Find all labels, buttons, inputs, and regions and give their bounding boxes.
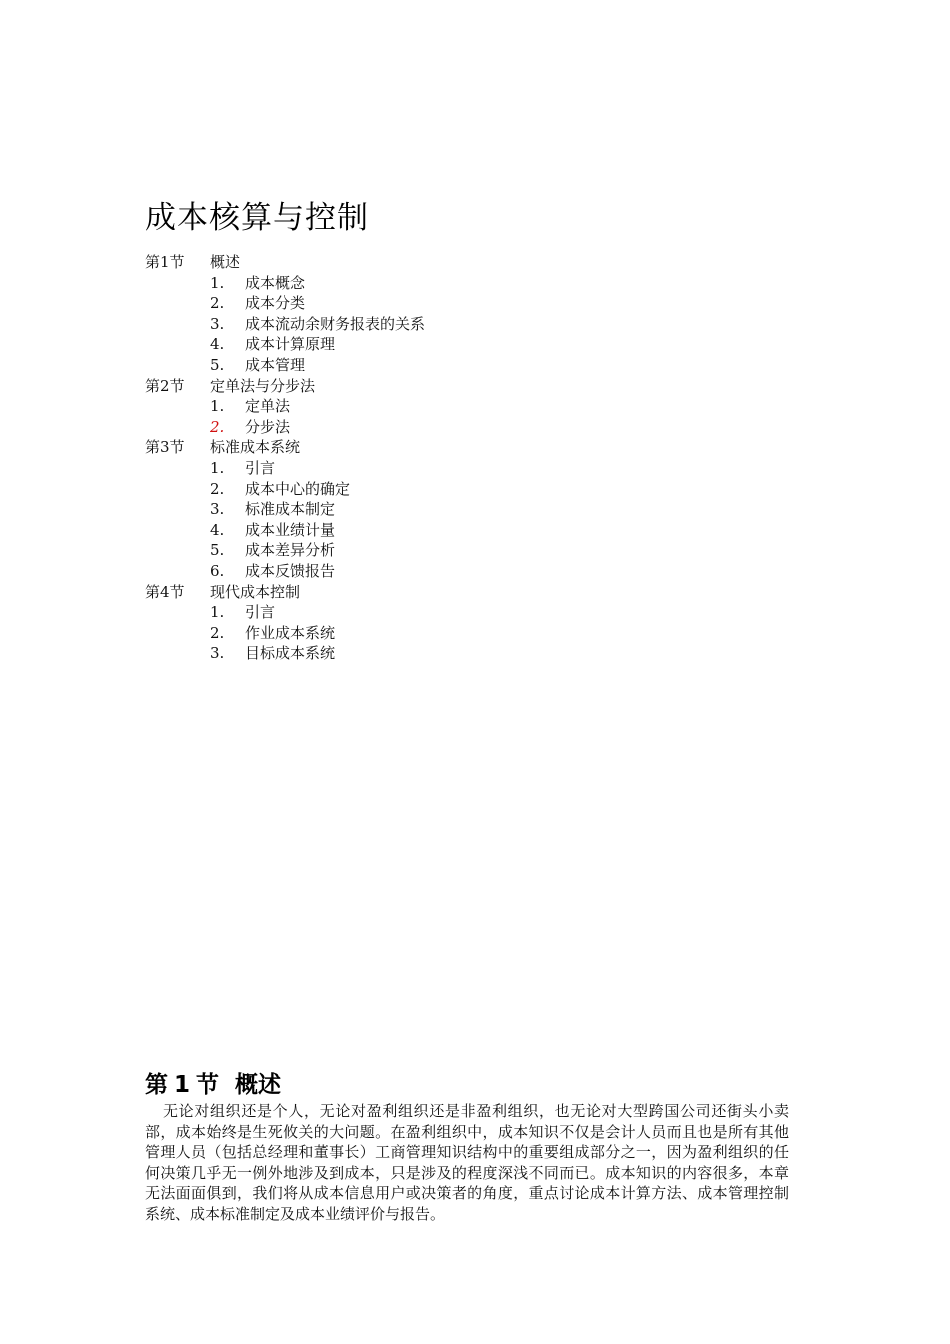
toc-item-text: 引言 xyxy=(245,458,276,477)
toc-item-text: 作业成本系统 xyxy=(245,623,336,642)
toc-item-row xyxy=(145,458,645,479)
toc-item-text: 成本分类 xyxy=(245,294,306,313)
toc-item-text: 标准成本制定 xyxy=(245,500,336,519)
toc-item-text: 成本计算原理 xyxy=(245,335,336,354)
toc-item-text: 成本中心的确定 xyxy=(245,479,351,498)
toc-section-label: 第4节 xyxy=(145,582,185,601)
toc-section-title: 现代成本控制 xyxy=(210,582,301,601)
section-heading-suffix: 节 xyxy=(196,1072,220,1098)
toc-item-number: 2. xyxy=(210,479,225,498)
toc-item-number: 3. xyxy=(210,644,225,663)
toc-item-row xyxy=(145,273,645,294)
toc-section-title: 标准成本系统 xyxy=(210,438,301,457)
section-heading-number: 1 xyxy=(174,1072,191,1098)
toc-item-row xyxy=(145,602,645,623)
toc-item-row xyxy=(145,479,645,500)
toc-item-number: 1. xyxy=(210,273,225,292)
toc-item-text: 成本反馈报告 xyxy=(245,561,336,580)
toc-item-row xyxy=(145,540,645,561)
toc-item-row xyxy=(145,293,645,314)
toc-item-number: 4. xyxy=(210,335,225,354)
toc-item-text: 成本流动余财务报表的关系 xyxy=(245,314,426,333)
toc-item-row xyxy=(145,334,645,355)
toc-item-text: 成本差异分析 xyxy=(245,541,336,560)
toc-section-row xyxy=(145,252,645,273)
toc-item-text: 成本业绩计量 xyxy=(245,520,336,539)
toc-item-number: 4. xyxy=(210,520,225,539)
toc-item-text: 成本概念 xyxy=(245,273,306,292)
toc-item-number: 1. xyxy=(210,397,225,416)
toc-section-row xyxy=(145,437,645,458)
section-heading-prefix: 第 xyxy=(145,1072,168,1098)
toc-section-title: 定单法与分步法 xyxy=(210,376,316,395)
toc-item-row xyxy=(145,355,645,376)
section-1-heading xyxy=(145,1066,281,1099)
toc-item-text: 分步法 xyxy=(245,417,291,436)
toc-item-text: 成本管理 xyxy=(245,355,306,374)
toc-item-number: 1. xyxy=(210,603,225,622)
toc-item-number: 6. xyxy=(210,561,225,580)
table-of-contents xyxy=(145,252,645,664)
toc-item-number: 5. xyxy=(210,541,225,560)
toc-section-title: 概述 xyxy=(210,253,241,271)
toc-item-number: 3. xyxy=(210,314,225,333)
toc-section-row xyxy=(145,376,645,397)
toc-section-label: 第1节 xyxy=(145,253,185,271)
toc-item-number: 2. xyxy=(210,623,225,642)
toc-item-text: 定单法 xyxy=(245,397,291,416)
toc-item-row xyxy=(145,643,645,664)
document-title: 成本核算与控制 xyxy=(145,200,369,236)
toc-section-label: 第2节 xyxy=(145,376,185,395)
toc-item-number: 3. xyxy=(210,500,225,519)
toc-section-row xyxy=(145,582,645,603)
toc-item-text: 目标成本系统 xyxy=(245,644,336,663)
section-heading-title: 概述 xyxy=(235,1072,282,1098)
toc-item-row xyxy=(145,623,645,644)
toc-item-row xyxy=(145,520,645,541)
section-1-paragraph: 无论对组织还是个人，无论对盈利组织还是非盈利组织，也无论对大型跨国公司还街头小卖部，成本始终是生死攸关的大问题。在盈利组织中，成本知识不仅是会计人员而且也是所有其他管理人员（包括总经理和董事长）工商管理知识结构中的重要组成部分之一，因为盈利组织的任何决策几乎无一例外地涉及到成本，只是涉及的程度深浅不同而已。成本知识的内容很多，本章无法面面俱到，我们将从成本信息用户或决策者的角度，重点讨论成本计算方法、成本管理控制系统、成本标准制定及成本业绩评价与报告。 xyxy=(145,1102,789,1223)
toc-item-row xyxy=(145,396,645,417)
toc-item-row xyxy=(145,561,645,582)
toc-item-number: 5. xyxy=(210,355,225,374)
toc-item-number: 1. xyxy=(210,458,225,477)
toc-item-number: 2. xyxy=(210,417,225,436)
toc-item-row xyxy=(145,499,645,520)
toc-item-row xyxy=(145,417,645,438)
toc-section-label: 第3节 xyxy=(145,438,185,457)
toc-item-row xyxy=(145,314,645,335)
toc-item-text: 引言 xyxy=(245,603,276,622)
toc-item-number: 2. xyxy=(210,294,225,313)
